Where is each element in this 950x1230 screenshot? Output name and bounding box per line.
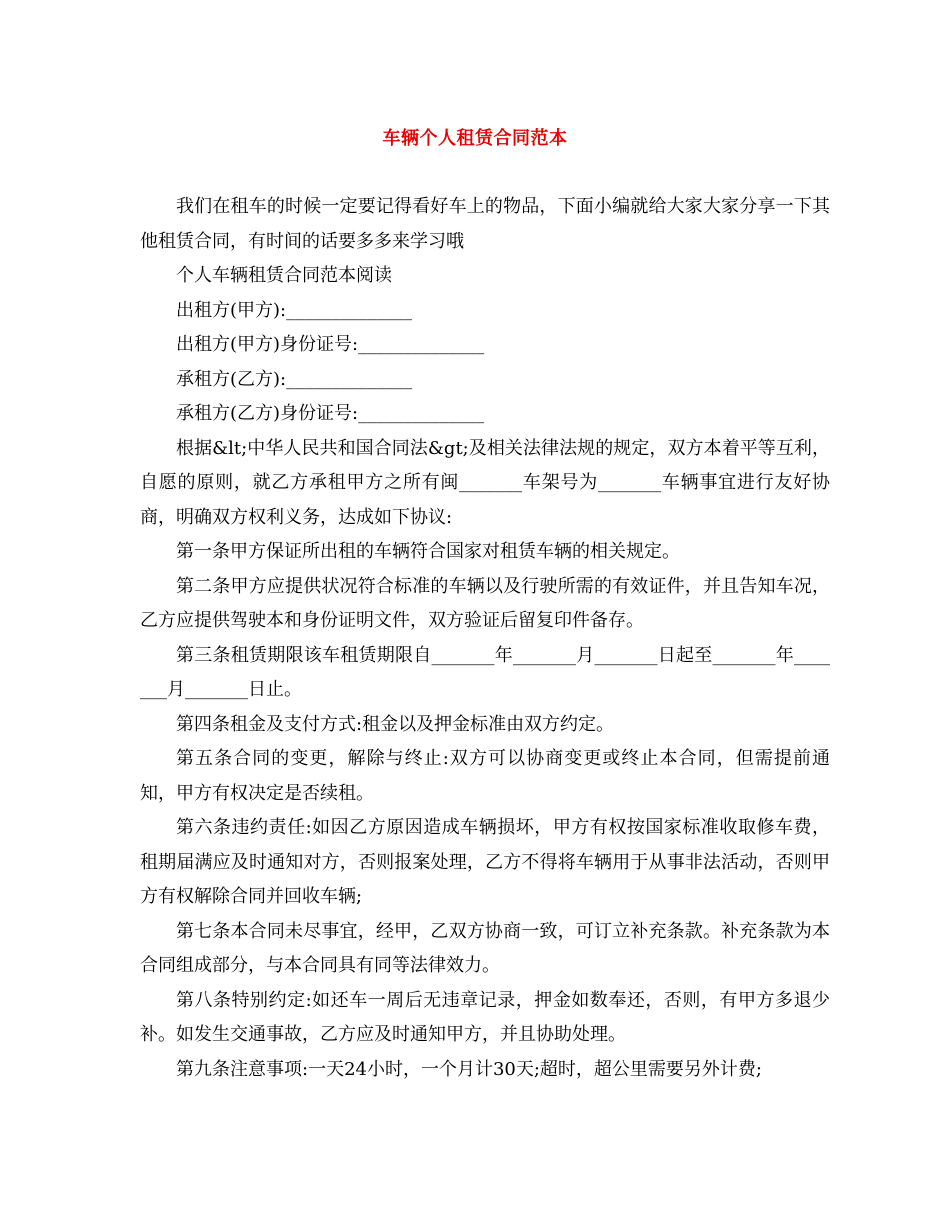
- article-4: 第四条租金及支付方式:租金以及押金标准由双方约定。: [176, 713, 615, 735]
- article-7: 第七条本合同未尽事宜，经甲，乙双方协商一致，可订立补充条款。补充条款为本合同组成部分，与本合同具有同等法律效力。: [140, 920, 830, 976]
- article-1: 第一条甲方保证所出租的车辆符合国家对租赁车辆的相关规定。: [176, 541, 680, 562]
- preamble-paragraph: 根据&lt;中华人民共和国合同法&gt;及相关法律法规的规定，双方本着平等互利，自愿的原则，就乙方承租甲方之所有闽_______车架号为_______车辆事宜进行友好协商，明确双方权利义务，达成如下协议:: [140, 437, 830, 528]
- lessor-id-field: 出租方(甲方)身份证号:______________: [176, 334, 485, 355]
- intro-paragraph: 我们在租车的时候一定要记得看好车上的物品，下面小编就给大家大家分享一下其他租赁合同，有时间的话要多多来学习哦: [140, 196, 830, 252]
- lessee-field: 承租方(乙方):______________: [176, 368, 413, 390]
- article-2: 第二条甲方应提供状况符合标准的车辆以及行驶所需的有效证件，并且告知车况，乙方应提供驾驶本和身份证明文件，双方验证后留复印件备存。: [140, 575, 830, 631]
- article-5: 第五条合同的变更，解除与终止:双方可以协商变更或终止本合同，但需提前通知，甲方有权决定是否续租。: [140, 748, 830, 804]
- article-6: 第六条违约责任:如因乙方原因造成车辆损坏，甲方有权按国家标准收取修车费，租期届满应及时通知对方，否则报案处理，乙方不得将车辆用于从事非法活动，否则甲方有权解除合同并回收车辆;: [140, 817, 830, 907]
- lessor-field: 出租方(甲方):______________: [176, 299, 413, 321]
- article-9: 第九条注意事项:一天24小时，一个月计30天;超时，超公里需要另外计费;: [176, 1058, 762, 1080]
- document-title: 车辆个人租赁合同范本: [382, 128, 568, 149]
- lessee-id-field: 承租方(乙方)身份证号:______________: [176, 403, 485, 424]
- article-8: 第八条特别约定:如还车一周后无违章记录，押金如数奉还，否则，有甲方多退少补。如发生交通事故，乙方应及时通知甲方，并且协助处理。: [140, 989, 830, 1045]
- document-body: [140, 190, 830, 1087]
- subtitle-line: 个人车辆租赁合同范本阅读: [176, 265, 392, 286]
- article-3: 第三条租赁期限该车租赁期限自_______年_______月_______日起至_______年_______月_______日止。: [140, 644, 830, 700]
